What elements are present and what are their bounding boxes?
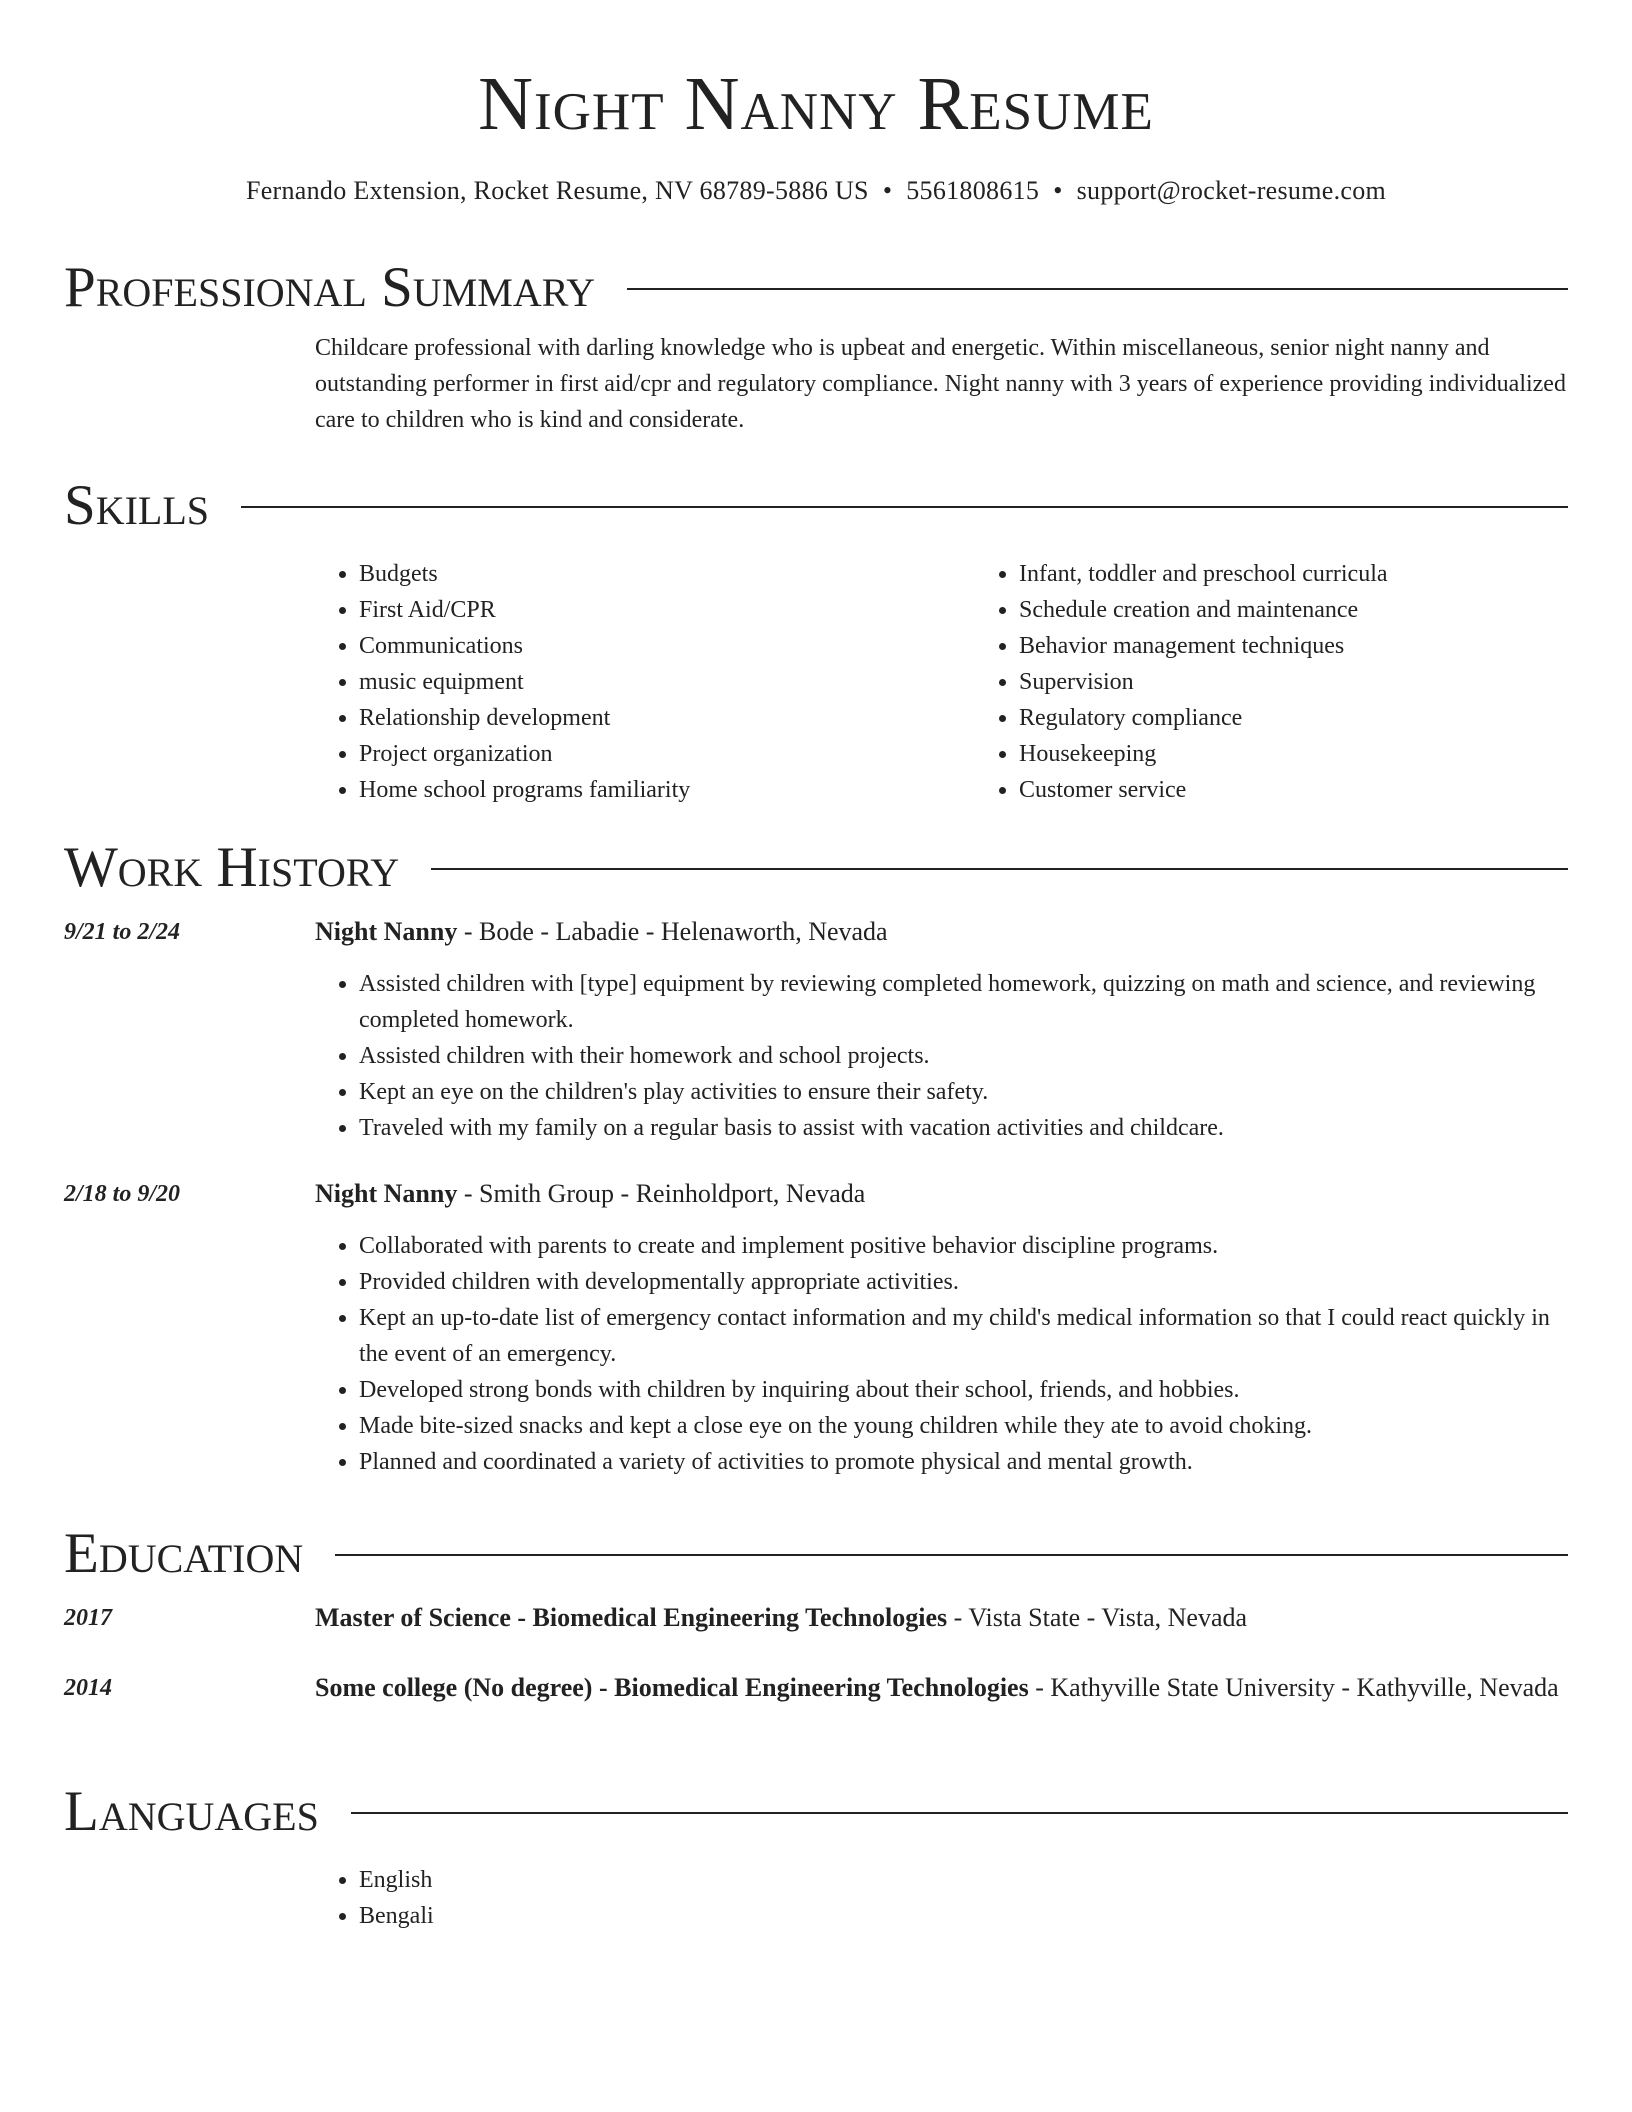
section-header: [64, 256, 1568, 320]
language-item: • English: [359, 1862, 1568, 1898]
job-duty: • Provided children with developmentally appropriate activities.: [359, 1264, 1568, 1300]
skills-list-left: [315, 556, 975, 808]
contact-email: support@rocket-resume.com: [1076, 176, 1387, 205]
education-entry: [64, 1670, 1568, 1706]
section-heading-education: Education: [64, 1522, 304, 1585]
skill-item: • Project organization: [359, 736, 975, 772]
job-duty: • Traveled with my family on a regular basis to assist with vacation activities and childcare.: [359, 1110, 1568, 1146]
work-history-section: [64, 836, 1568, 1480]
work-dates: 2/18 to 9/20: [64, 1181, 181, 1207]
section-heading-summary: Professional Summary: [64, 256, 596, 319]
section-divider: [627, 288, 1568, 290]
skill-item: • Behavior management techniques: [1019, 628, 1632, 664]
skill-item: • Schedule creation and maintenance: [1019, 592, 1632, 628]
languages-section: [64, 1780, 1568, 1934]
contact-separator: •: [882, 176, 893, 205]
summary-section: [64, 256, 1568, 438]
work-entry-body: [315, 914, 1568, 1146]
work-entry-heading: [315, 914, 1568, 950]
skills-body: [315, 556, 1568, 808]
education-entry: [64, 1600, 1568, 1636]
work-entry-heading: [315, 1176, 1568, 1212]
section-header: [64, 1780, 1568, 1844]
job-duty: • Collaborated with parents to create and implement positive behavior discipline programs.: [359, 1228, 1568, 1264]
section-header: [64, 836, 1568, 900]
job-duties-list: [315, 966, 1568, 1146]
school-location: - Kathyville State University - Kathyville, Nevada: [1028, 1673, 1559, 1702]
job-duty: • Kept an up-to-date list of emergency contact information and my child's medical information so that I could react quickly in the event of an emergency.: [359, 1300, 1568, 1372]
contact-phone: 5561808615: [906, 176, 1040, 205]
section-heading-work-history: Work History: [64, 836, 400, 899]
summary-text: Childcare professional with darling knowledge who is upbeat and energetic. Within miscellaneous, senior night nanny and outstanding performer in first aid/cpr and regulatory compliance. Night nanny with 3 years of experience providing individualized care to children who is kind and considerate.: [315, 335, 1566, 433]
job-duty: • Made bite-sized snacks and kept a close eye on the young children while they ate to avoid choking.: [359, 1408, 1568, 1444]
job-duty: • Assisted children with [type] equipment by reviewing completed homework, quizzing on math and science, and reviewing completed homework.: [359, 966, 1568, 1038]
skill-item: • Supervision: [1019, 664, 1632, 700]
section-header: [64, 474, 1568, 538]
skill-item: • Infant, toddler and preschool curricula: [1019, 556, 1632, 592]
job-title: Night Nanny: [315, 917, 458, 946]
skills-columns: [315, 556, 1568, 808]
work-entry: [64, 914, 1568, 1146]
section-divider: [351, 1812, 1568, 1814]
job-duty: • Assisted children with their homework and school projects.: [359, 1038, 1568, 1074]
job-employer-location: - Bode - Labadie - Helenaworth, Nevada: [457, 917, 888, 946]
section-heading-languages: Languages: [64, 1780, 319, 1843]
skill-item: • Communications: [359, 628, 975, 664]
education-section: [64, 1522, 1568, 1706]
skill-item: • Budgets: [359, 556, 975, 592]
section-divider: [335, 1554, 1568, 1556]
contact-address: Fernando Extension, Rocket Resume, NV 68789-5886 US: [245, 176, 869, 205]
contact-separator: •: [1053, 176, 1063, 205]
skill-item: • First Aid/CPR: [359, 592, 975, 628]
work-entry-body: [315, 1176, 1568, 1480]
degree-name: Some college (No degree) - Biomedical Engineering Technologies: [315, 1673, 1029, 1702]
job-duty: • Kept an eye on the children's play activities to ensure their safety.: [359, 1074, 1568, 1110]
skill-item: • Relationship development: [359, 700, 975, 736]
job-duty: • Planned and coordinated a variety of activities to promote physical and mental growth.: [359, 1444, 1568, 1480]
resume-title: Night Nanny Resume: [478, 62, 1154, 146]
skill-item: • Customer service: [1019, 772, 1632, 808]
job-duties-list: [315, 1228, 1568, 1480]
education-year: 2017: [64, 1605, 112, 1631]
education-entry-heading: [315, 1670, 1568, 1706]
skill-item: • Housekeeping: [1019, 736, 1632, 772]
work-dates: 9/21 to 2/24: [64, 919, 181, 945]
language-item: • Bengali: [359, 1898, 1568, 1934]
section-divider: [241, 506, 1568, 508]
skills-section: [64, 474, 1568, 808]
school-location: - Vista State - Vista, Nevada: [947, 1603, 1248, 1632]
section-header: [64, 1522, 1568, 1586]
job-employer-location: - Smith Group - Reinholdport, Nevada: [457, 1179, 866, 1208]
skill-item: • music equipment: [359, 664, 975, 700]
degree-name: Master of Science - Biomedical Engineering Technologies: [315, 1603, 948, 1632]
section-divider: [431, 868, 1568, 870]
section-heading-skills: Skills: [64, 474, 210, 537]
education-entry-heading: [315, 1600, 1568, 1636]
education-year: 2014: [64, 1675, 112, 1701]
education-entry-body: [315, 1600, 1568, 1636]
contact-line: [0, 174, 1632, 208]
skills-list-right: [975, 556, 1632, 808]
education-entry-body: [315, 1670, 1568, 1706]
skill-item: • Regulatory compliance: [1019, 700, 1632, 736]
work-entry: [64, 1176, 1568, 1480]
skill-item: • Home school programs familiarity: [359, 772, 975, 808]
languages-body: [315, 1862, 1568, 1934]
languages-list: [315, 1862, 1568, 1934]
job-title: Night Nanny: [315, 1179, 458, 1208]
summary-body: [315, 330, 1568, 438]
job-duty: • Developed strong bonds with children by inquiring about their school, friends, and hobbies.: [359, 1372, 1568, 1408]
